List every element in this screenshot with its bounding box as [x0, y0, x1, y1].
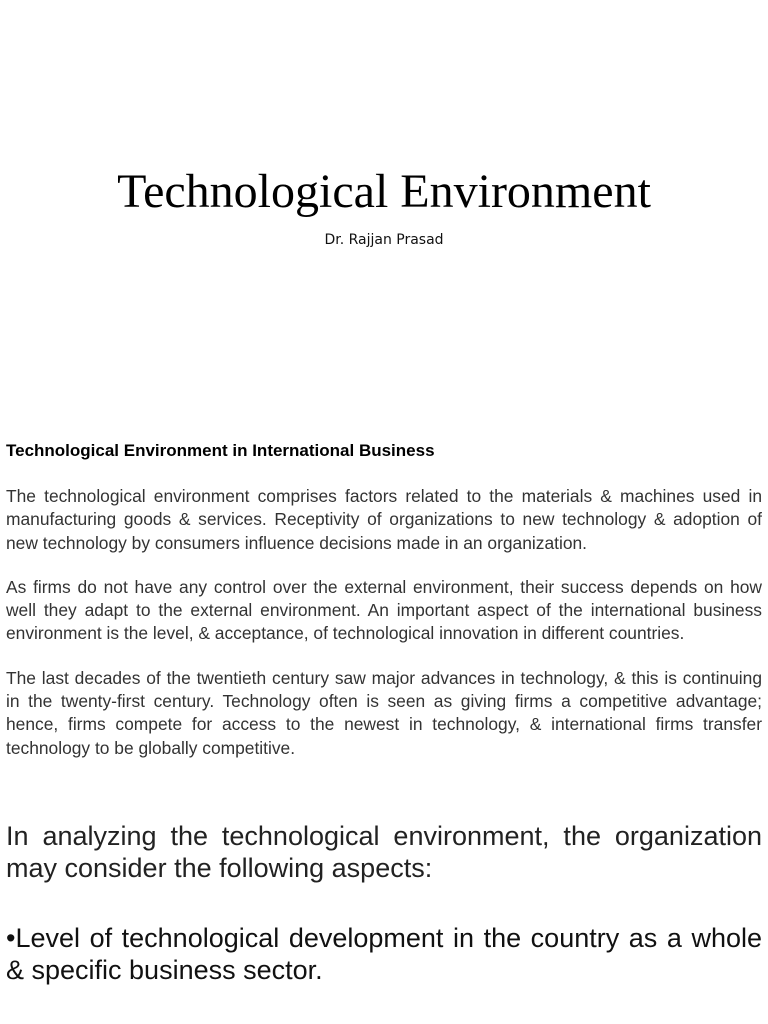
title-slide — [0, 0, 768, 400]
section-heading: Technological Environment in International Business — [6, 441, 435, 460]
author-name: Dr. Rajjan Prasad — [324, 232, 444, 248]
document-body — [6, 439, 762, 986]
analysis-intro: In analyzing the technological environment, the organization may consider the following aspects: — [6, 820, 762, 883]
bullet-item: •Level of technological development in the country as a whole & specific business sector. — [6, 922, 762, 985]
document-title: Technological Environment — [117, 165, 651, 218]
paragraph-external-environment: As firms do not have any control over the external environment, their success depends on how well they adapt to the external environment. An important aspect of the international business environment is the level, & acceptance, of technological innovation in different countries. — [6, 576, 762, 644]
paragraph-technology-advances: The last decades of the twentieth century saw major advances in technology, & this is continuing in the twenty-first century. Technology often is seen as giving firms a competitive advantage; hence, firms compete for access to the newest in technology, & international firms transfer technology to be globally competitive. — [6, 667, 762, 758]
paragraph-technological-environment: The technological environment comprises factors related to the materials & machines used in manufacturing goods & services. Receptivity of organizations to new technology & adoption of new technology by consumers influence decisions made in an organization. — [6, 486, 762, 553]
